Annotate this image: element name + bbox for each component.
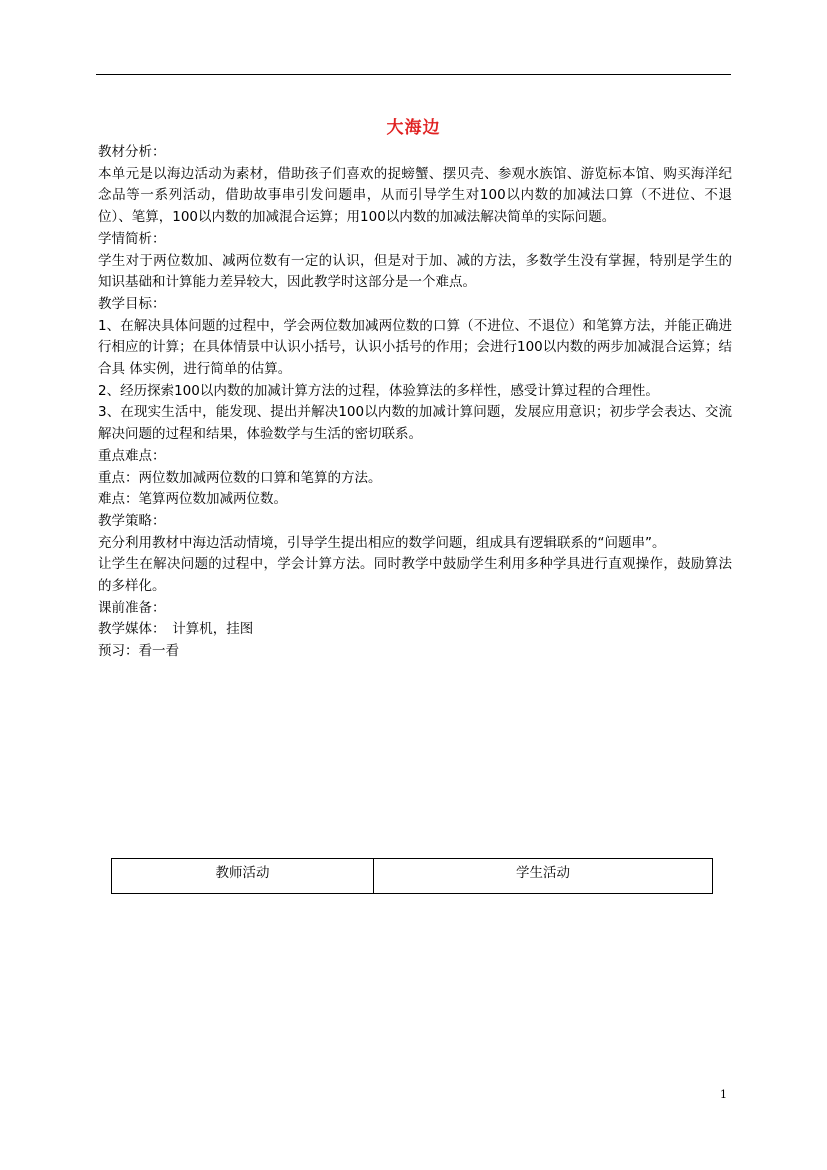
activity-table xyxy=(111,858,713,894)
objective-item-1: 1、在解决具体问题的过程中，学会两位数加减两位数的口算（不进位、不退位）和笔算方法，并能正确进行相应的计算；在具体情景中认识小括号，认识小括号的作用；会进行100以内数的两步加减混合运算；结合具 体实例，进行简单的估算。 xyxy=(98,317,732,378)
paragraph-learner-analysis: 学生对于两位数加、减两位数有一定的认识，但是对于加、减的方法，多数学生没有掌握，特别是学生的知识基础和计算能力差异较大，因此教学时这部分是一个难点。 xyxy=(98,252,732,291)
difficult-point: 难点：笔算两位数加减两位数。 xyxy=(98,491,287,508)
teaching-media: 教学媒体： 计算机，挂图 xyxy=(98,621,254,638)
document-body xyxy=(98,142,732,663)
key-point: 重点：两位数加减两位数的口算和笔算的方法。 xyxy=(98,469,382,486)
header-student-activity: 学生活动 xyxy=(374,859,713,894)
preview-task: 预习：看一看 xyxy=(98,643,179,660)
section-heading-textbook-analysis: 教材分析： xyxy=(98,144,166,160)
section-heading-learner-analysis: 学情简析： xyxy=(98,230,166,247)
objective-item-2: 2、经历探索100以内数的加减计算方法的过程，体验算法的多样性，感受计算过程的合理性。 xyxy=(98,382,659,399)
section-heading-objectives: 教学目标： xyxy=(98,295,166,312)
section-heading-key-points: 重点难点： xyxy=(98,447,166,464)
header-teacher-activity: 教师活动 xyxy=(112,859,374,894)
page-number: 1 xyxy=(720,1088,727,1101)
strategy-paragraph-1: 充分利用教材中海边活动情境，引导学生提出相应的数学问题，组成具有逻辑联系的“问题串”。 xyxy=(98,534,666,551)
objective-item-3: 3、在现实生活中，能发现、提出并解决100以内数的加减计算问题，发展应用意识；初步学会表达、交流解决问题的过程和结果，体验数学与生活的密切联系。 xyxy=(98,404,732,443)
section-heading-strategy: 教学策略： xyxy=(98,512,166,529)
paragraph-textbook-analysis: 本单元是以海边活动为素材，借助孩子们喜欢的捉螃蟹、摆贝壳、参观水族馆、游览标本馆、购买海洋纪念品等一系列活动，借助故事串引发问题串，从而引导学生对100以内数的加减法口算（不进位、不退位）、笔算，100以内数的加减混合运算；用100以内数的加减法解决简单的实际问题。 xyxy=(98,165,732,226)
section-heading-preparation: 课前准备： xyxy=(98,599,166,616)
table-header-row xyxy=(112,859,713,894)
document-title: 大海边 xyxy=(386,118,441,138)
header-rule xyxy=(96,74,731,75)
strategy-paragraph-2: 让学生在解决问题的过程中，学会计算方法。同时教学中鼓励学生利用多种学具进行直观操作，鼓励算法的多样化。 xyxy=(98,556,732,595)
